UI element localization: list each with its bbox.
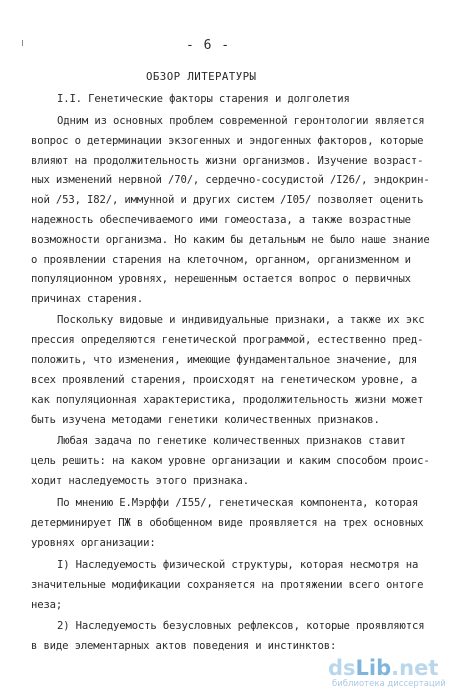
watermark-subtitle: библиотека диссертаций bbox=[332, 679, 446, 689]
text-line: быть изучена методами генетики количественных признаков. bbox=[31, 414, 380, 426]
watermark-logo: dsLib.net bbox=[328, 656, 439, 680]
text-line: значительные модификации сохраняется на протяжении всего онтоге bbox=[31, 579, 424, 591]
text-line: По мнению Е.Мэрффи /I55/, генетическая компонента, которая bbox=[57, 497, 419, 509]
text-line: о проявлении старения на клеточном, органном, организменном и bbox=[31, 254, 411, 266]
section-title: I.I. Генетические факторы старения и долголетия bbox=[57, 93, 350, 105]
text-line: детерминирует ПЖ в обобщенном виде проявляется на трех основных bbox=[31, 517, 424, 529]
text-line: неза; bbox=[31, 599, 63, 611]
text-line: прессия определяются генетической программой, естественно пред- bbox=[31, 334, 424, 346]
text-line: ных изменений нервной /70/, сердечно-сосудистой /I26/, эндокрин- bbox=[31, 174, 430, 186]
text-line: ходит наследуемость этого признака. bbox=[31, 475, 249, 487]
watermark bbox=[328, 656, 446, 693]
text-line: уровнях организации: bbox=[31, 537, 156, 549]
text-line: всех проявлений старения, происходят на генетическом уровне, а bbox=[31, 374, 418, 386]
page-heading: ОБЗОР ЛИТЕРАТУРЫ bbox=[146, 70, 257, 83]
text-line: 2) Наследуемость безусловных рефлексов, которые проявляются bbox=[57, 620, 425, 632]
text-line: возможности организма. Но каким бы детальным не было наше знание bbox=[31, 234, 430, 246]
text-line: как популяционная характеристика, продолжительность жизни может bbox=[31, 394, 424, 406]
text-line: положить, что изменения, имеющие фундаментальное значение, для bbox=[31, 354, 418, 366]
text-line: Поскольку видовые и индивидуальные признаки, а также их экс bbox=[57, 314, 425, 326]
text-line: I) Наследуемость физической структуры, которая несмотря на bbox=[57, 559, 419, 571]
text-line: в виде элементарных актов поведения и инстинктов: bbox=[31, 640, 337, 652]
text-line: Одним из основных проблем современной геронтологии является bbox=[57, 115, 425, 127]
text-line: причинах старения. bbox=[31, 293, 144, 305]
text-line: цель решить: на каком уровне организации и каким способом проис- bbox=[31, 455, 430, 467]
margin-mark bbox=[22, 40, 23, 46]
text-line: ной /53, I82/, иммунной и других систем /I05/ позволяет оценить bbox=[31, 194, 424, 206]
text-line: влияют на продолжительность жизни организмов. Изучение возраст- bbox=[31, 155, 424, 167]
text-line: Любая задача по генетике количественных признаков ставит bbox=[57, 435, 406, 447]
page-number: - 6 - bbox=[186, 38, 231, 53]
text-line: вопрос о детерминации экзогенных и эндогенных факторов, которые bbox=[31, 135, 424, 147]
text-line: надежность обеспечиваемого ими гомеостаза, а также возрастные bbox=[31, 214, 411, 226]
text-line: популяционном уровнях, нерешенным остается вопрос о первичных bbox=[31, 273, 411, 285]
